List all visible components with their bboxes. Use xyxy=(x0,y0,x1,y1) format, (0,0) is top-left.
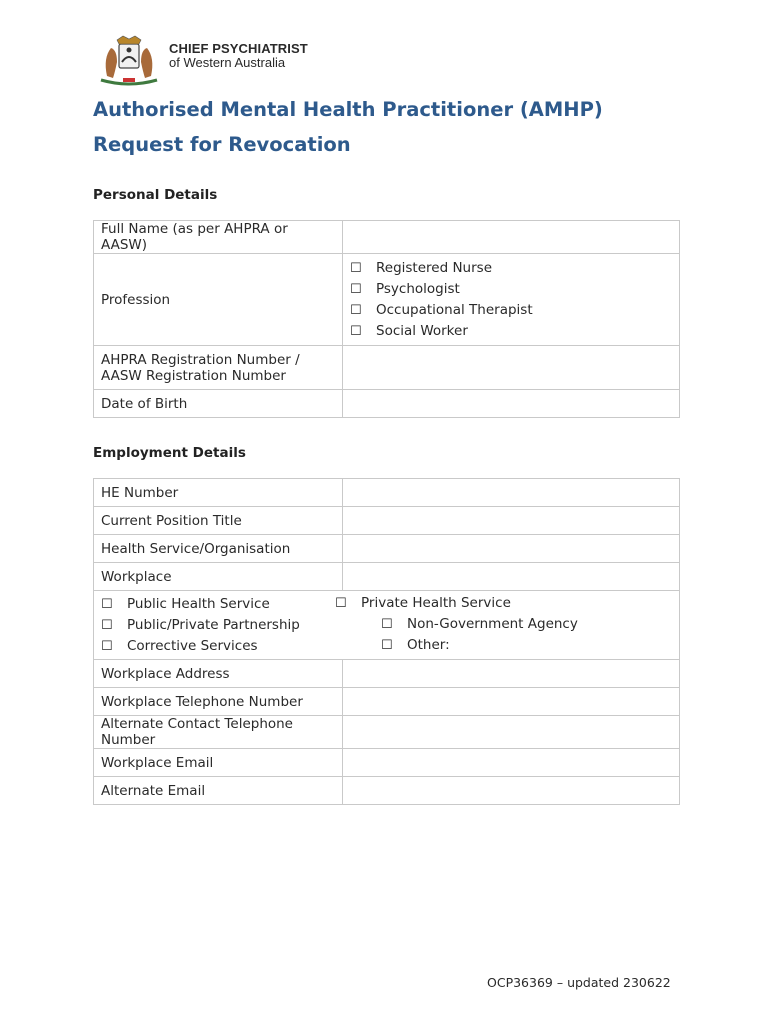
table-row xyxy=(94,563,680,591)
option-label: Public/Private Partnership xyxy=(127,616,300,633)
workplace-label: Workplace xyxy=(94,563,343,591)
health-service-label: Health Service/Organisation xyxy=(94,535,343,563)
profession-options xyxy=(343,254,680,346)
org-name-line1: CHIEF PSYCHIATRIST xyxy=(169,41,308,56)
full-name-label: Full Name (as per AHPRA or AASW) xyxy=(94,221,343,254)
table-row xyxy=(94,716,680,749)
option-label: Registered Nurse xyxy=(376,259,492,276)
option-label: Non-Government Agency xyxy=(407,616,578,632)
checkbox-icon[interactable]: ☐ xyxy=(381,617,393,632)
employment-details-table xyxy=(93,478,680,805)
option-label: Social Worker xyxy=(376,322,468,339)
alternate-email-field[interactable] xyxy=(343,777,680,805)
checkbox-icon[interactable]: ☐ xyxy=(350,281,362,297)
workplace-address-label: Workplace Address xyxy=(94,660,343,688)
org-name-line2: of Western Australia xyxy=(169,55,286,70)
workplace-email-field[interactable] xyxy=(343,749,680,777)
coat-of-arms-icon xyxy=(93,32,165,86)
table-row xyxy=(94,479,680,507)
position-title-field[interactable] xyxy=(343,507,680,535)
position-title-label: Current Position Title xyxy=(94,507,343,535)
table-row xyxy=(94,507,680,535)
table-row xyxy=(94,221,680,254)
form-title: Authorised Mental Health Practitioner (AMHP) xyxy=(93,98,603,121)
alternate-telephone-field[interactable] xyxy=(343,716,680,749)
registration-number-label: AHPRA Registration Number / AASW Registration Number xyxy=(94,346,343,390)
table-row xyxy=(94,254,680,346)
table-row xyxy=(94,749,680,777)
workplace-field[interactable] xyxy=(343,563,680,591)
workplace-address-field[interactable] xyxy=(343,660,680,688)
table-row xyxy=(94,591,680,660)
employment-details-heading: Employment Details xyxy=(93,445,246,461)
alternate-email-label: Alternate Email xyxy=(94,777,343,805)
workplace-type-right-column xyxy=(335,593,578,656)
checkbox-icon[interactable]: ☐ xyxy=(101,596,113,612)
checkbox-icon[interactable]: ☐ xyxy=(101,617,113,633)
table-row xyxy=(94,660,680,688)
workplace-telephone-label: Workplace Telephone Number xyxy=(94,688,343,716)
option-label: Public Health Service xyxy=(127,595,270,612)
workplace-option-private-health-service[interactable] xyxy=(335,593,578,614)
full-name-field[interactable] xyxy=(343,221,680,254)
date-of-birth-label: Date of Birth xyxy=(94,390,343,418)
workplace-email-label: Workplace Email xyxy=(94,749,343,777)
workplace-option-non-government-agency[interactable] xyxy=(335,614,578,635)
option-label: Occupational Therapist xyxy=(376,301,533,318)
checkbox-icon[interactable]: ☐ xyxy=(101,638,113,654)
checkbox-icon[interactable]: ☐ xyxy=(350,302,362,318)
option-label: Psychologist xyxy=(376,280,460,297)
personal-details-table xyxy=(93,220,680,418)
workplace-option-other[interactable] xyxy=(335,635,578,656)
option-label: Private Health Service xyxy=(361,595,511,611)
alternate-telephone-label: Alternate Contact Telephone Number xyxy=(94,716,343,749)
he-number-field[interactable] xyxy=(343,479,680,507)
header-logo xyxy=(93,32,333,88)
health-service-field[interactable] xyxy=(343,535,680,563)
option-label: Other: xyxy=(407,637,450,653)
table-row xyxy=(94,535,680,563)
checkbox-icon[interactable]: ☐ xyxy=(350,323,362,339)
checkbox-icon[interactable]: ☐ xyxy=(335,596,347,611)
workplace-telephone-field[interactable] xyxy=(343,688,680,716)
form-subtitle: Request for Revocation xyxy=(93,133,351,156)
checkbox-icon[interactable]: ☐ xyxy=(350,260,362,276)
profession-label: Profession xyxy=(94,254,343,346)
table-row xyxy=(94,777,680,805)
table-row xyxy=(94,688,680,716)
document-code-footer: OCP36369 – updated 230622 xyxy=(487,975,671,990)
organisation-name xyxy=(169,42,308,70)
personal-details-heading: Personal Details xyxy=(93,187,218,203)
he-number-label: HE Number xyxy=(94,479,343,507)
date-of-birth-field[interactable] xyxy=(343,390,680,418)
option-label: Corrective Services xyxy=(127,637,258,654)
registration-number-field[interactable] xyxy=(343,346,680,390)
profession-option-social-worker[interactable] xyxy=(350,321,672,342)
profession-option-registered-nurse[interactable] xyxy=(350,258,672,279)
table-row xyxy=(94,346,680,390)
table-row xyxy=(94,390,680,418)
checkbox-icon[interactable]: ☐ xyxy=(381,638,393,653)
workplace-type-options xyxy=(94,591,680,660)
profession-option-psychologist[interactable] xyxy=(350,279,672,300)
profession-option-occupational-therapist[interactable] xyxy=(350,300,672,321)
